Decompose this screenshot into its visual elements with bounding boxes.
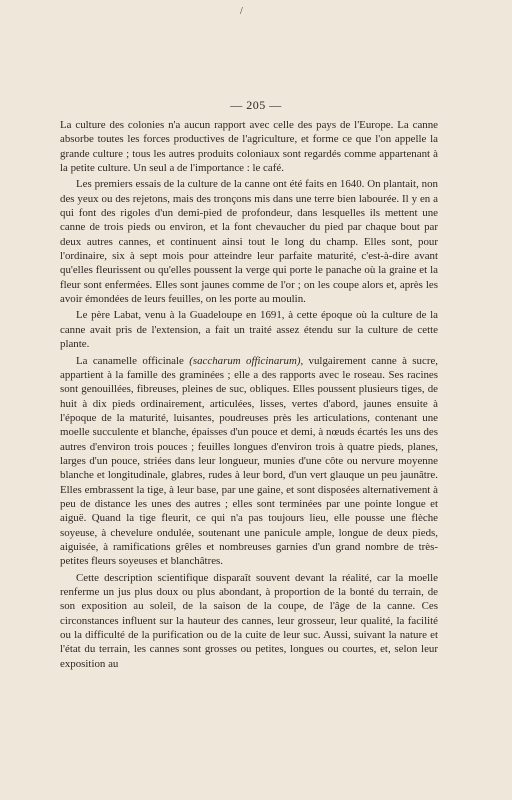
paragraph-canamelle-description xyxy=(60,354,438,569)
paragraph-first-trials: Les premiers essais de la culture de la canne ont été faits en 1640. On plantait, non des yeux ou des rejetons, mais des tronçons mis dans une terre bien labourée. Il y en a qui font des rigoles d'un demi-pied de profondeur, dans lesquelles ils mettent une canne de trois pieds ou environ, et la font chevaucher du pied par chaque bout par deux autres cannes, et continuent ainsi tout le long du champ. Elles sont, pour l'ordinaire, six à sept mois pour atteindre leur parfaite maturité, c'est-à-dire avant qu'elles fleurissent ou qu'elles poussent la verge qui porte le panache où la graine et la fleur sont enfermées. Elles sont jaunes comme de l'or ; on les coupe alors et, après les avoir émondées de leurs feuilles, on les porte au moulin. xyxy=(60,178,438,306)
paragraph-canamelle-rest: vulgairement canne à sucre, appartient à la famille des graminées ; elle a des rapports avec le roseau. Ses racines sont genouillées, fibreuses, pleines de suc, obliques. Elles poussent plusieurs tiges, de huit à dix pieds ordinairement, articulées, lisses, vertes d'abord, jaunes ensuite à l'époque de la maturité, luisantes, poudreuses près les articulations, contenant une moelle succulente et blanche, épaisses d'un pouce et demi, à nœuds écartés les uns des autres d'environ trois pouces ; feuilles longues d'environ trois à quatre pieds, planes, larges d'un pouce, striées dans leur longueur, munies d'une côte ou nervure moyenne blanche et longitudinale, glabres, rudes à leur bord, d'un vert glauque un peu jaunâtre. Elles embrassent la tige, à leur base, par une gaine, et sont disposées alternativement à peu de distance les unes des autres ; elles sont terminées par une pointe longue et aiguë. Quand la tige fleurit, ce qui n'a pas toujours lieu, elle pousse une flèche soyeuse, à chevelure ondulée, soutenant une panicule ample, longue de deux pieds, aiguisée, à ramifications grêles et nombreuses garnies d'un grand nombre de très-petites fleurs soyeuses et blanchâtres. xyxy=(60,354,439,568)
paragraph-canamelle-start: La canamelle officinale xyxy=(76,354,190,367)
scientific-name: (saccharum officinarum), xyxy=(189,354,304,367)
paragraph-scientific-reality: Cette description scientifique disparaît souvent devant la réalité, car la moelle renferme un jus plus doux ou plus abondant, à proportion de la bonté du terrain, de son exposition au soleil, de la saison de la coupe, de l'âge de la canne. Ces circonstances influent sur la hauteur des cannes, leur grosseur, leur qualité, la facilité ou la difficulté de la purification ou de la cuite de leur suc. Aussi, suivant la nature et l'état du terrain, les cannes sont grosses ou petites, longues ou courtes, et, selon leur exposition au xyxy=(60,571,438,670)
body-text xyxy=(60,118,438,671)
margin-mark: / xyxy=(240,6,243,17)
paragraph-colonial-culture: La culture des colonies n'a aucun rapport avec celle des pays de l'Europe. La canne absorbe toutes les forces productives de l'agriculture, et forme ce que l'on appelle la grande culture ; tous les autres produits coloniaux sont regardés comme appartenant à la petite culture. Un seul a de l'importance : le café. xyxy=(60,119,438,175)
page-number: — 205 — xyxy=(230,98,282,112)
paragraph-pere-labat: Le père Labat, venu à la Guadeloupe en 1691, à cette époque où la culture de la canne avait pris de l'extension, a fait un traité assez étendu sur la culture de cette plante. xyxy=(60,309,438,351)
